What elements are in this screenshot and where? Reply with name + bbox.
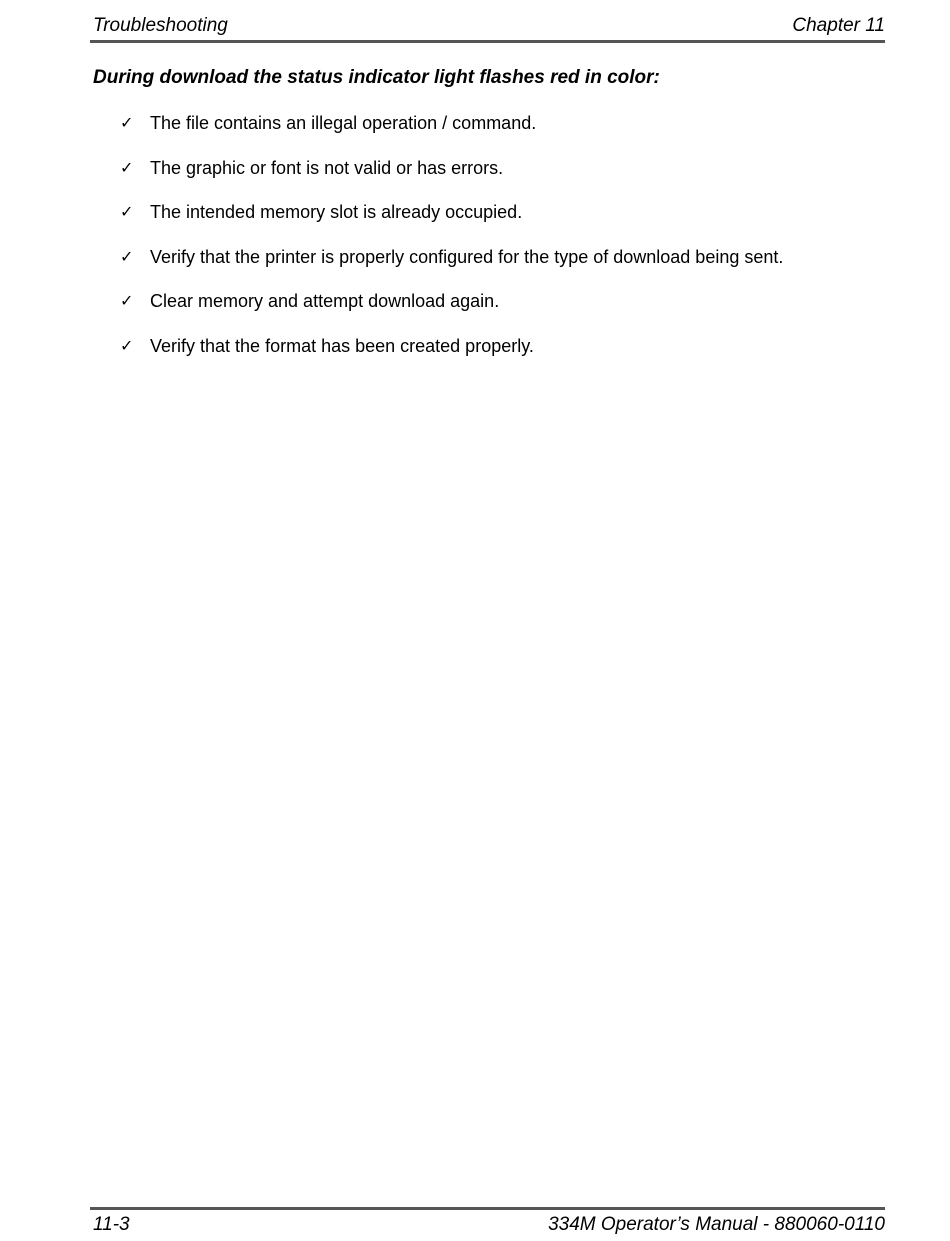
checklist-item-text: The graphic or font is not valid or has errors. — [150, 157, 504, 178]
checklist-item-text: The file contains an illegal operation / command. — [150, 113, 537, 133]
check-icon: ✓ — [120, 291, 134, 311]
footer-page-number: 11-3 — [93, 1214, 130, 1235]
page-header — [90, 12, 885, 43]
header-chapter-label: Chapter 11 — [792, 15, 885, 36]
check-icon: ✓ — [120, 335, 134, 355]
footer-manual-title: 334M Operator’s Manual - 880060-0110 — [548, 1214, 885, 1235]
header-section-title: Troubleshooting — [93, 15, 228, 36]
checklist-item-text: Clear memory and attempt download again. — [150, 291, 500, 312]
check-icon: ✓ — [120, 202, 134, 222]
check-icon: ✓ — [120, 113, 134, 132]
section-heading: During download the status indicator light flashes red in color: — [93, 67, 660, 88]
checklist-item-text: Verify that the printer is properly configured for the type of download being sent. — [150, 246, 784, 267]
check-icon: ✓ — [120, 157, 134, 177]
checklist-item-text: Verify that the format has been created properly. — [150, 335, 534, 356]
check-icon: ✓ — [120, 246, 134, 266]
checklist-item-text: The intended memory slot is already occupied. — [150, 202, 523, 223]
page-footer — [90, 1207, 885, 1240]
